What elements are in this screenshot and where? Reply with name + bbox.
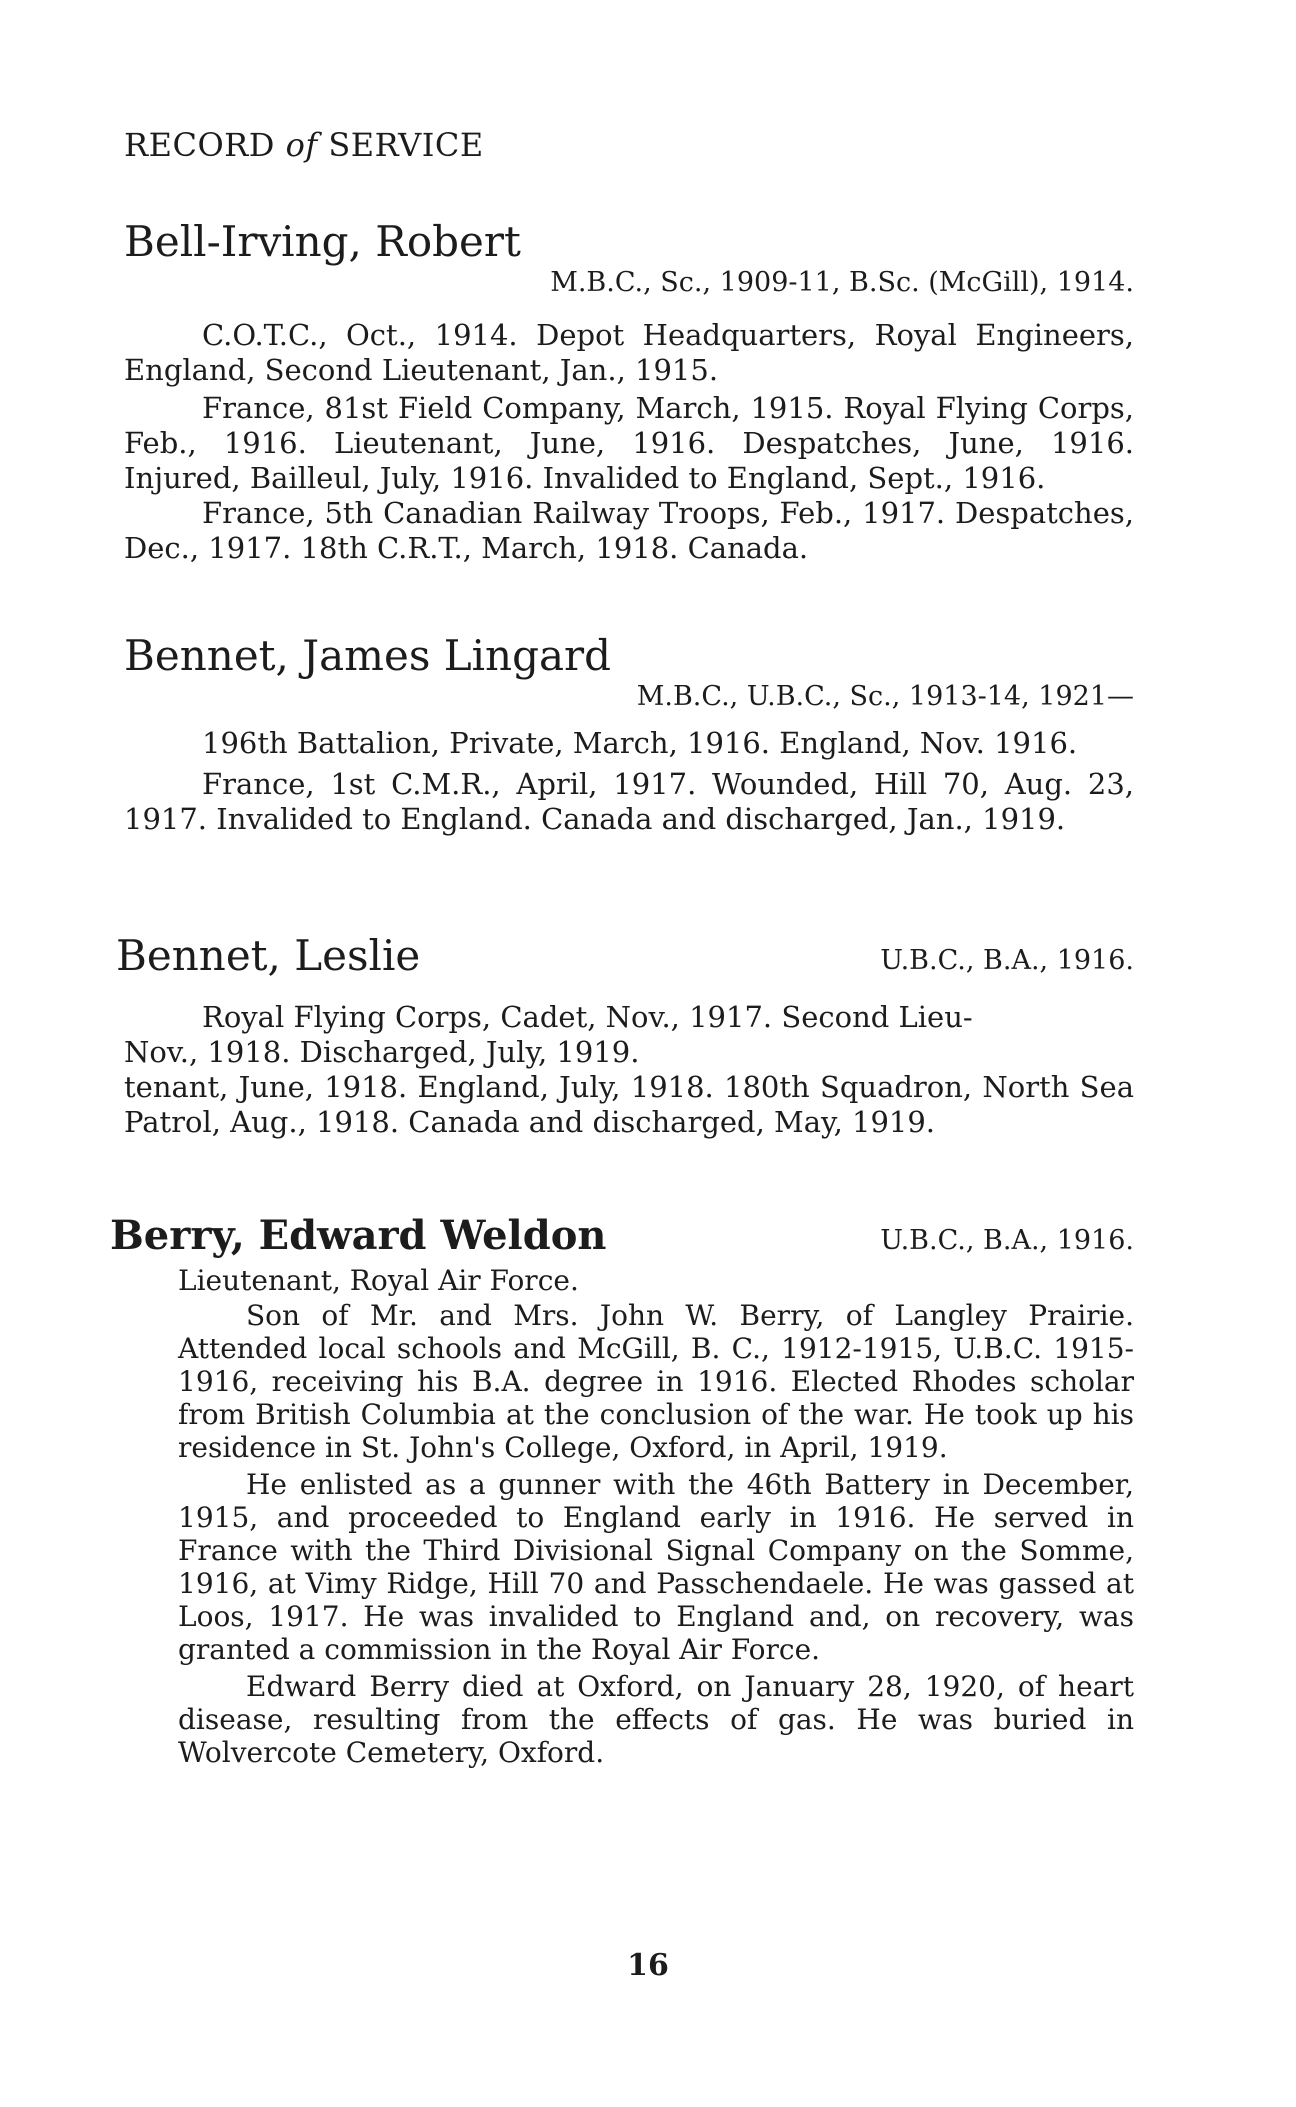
entry-qualifications: M.B.C., Sc., 1909-11, B.Sc. (McGill), 1914. xyxy=(550,267,1134,298)
entry-name: Bennet, Leslie xyxy=(116,931,421,980)
entry-paragraph: tenant, June, 1918. England, July, 1918. 180th Squadron, North Sea Patrol, Aug., 1918. Canada and discharged, May, 1919. xyxy=(124,1070,1134,1139)
entry-qualifications: U.B.C., B.A., 1916. xyxy=(880,945,1134,976)
entry-paragraph: Royal Flying Corps, Cadet, Nov., 1917. Second Lieu- xyxy=(202,1000,973,1034)
running-head-record: RECORD xyxy=(124,126,275,164)
entry-heading-row xyxy=(110,1212,1134,1260)
entry-berry-edward xyxy=(110,1212,1134,1769)
entry-paragraph: C.O.T.C., Oct., 1914. Depot Headquarters, Royal Engineers, England, Second Lieutenant, Jan., 1915. xyxy=(124,318,1134,387)
running-head-service: SERVICE xyxy=(328,126,484,164)
entry-paragraph: He enlisted as a gunner with the 46th Battery in December, 1915, and proceeded to England early in 1916. He served in France with the Third Divisional Signal Company on the Somme, 1916, at Vimy Ridge, Hill 70 and Passchendaele. He was gassed at Loos, 1917. He was invalided to England and, on recovery, was granted a commission in the Royal Air Force. xyxy=(178,1468,1134,1666)
entry-name: Bell-Irving, Robert xyxy=(124,217,521,266)
entry-paragraph: France, 1st C.M.R., April, 1917. Wounded, Hill 70, Aug. 23, 1917. Invalided to England. Canada and discharged, Jan., 1919. xyxy=(124,767,1134,836)
entry-paragraph: Edward Berry died at Oxford, on January 28, 1920, of heart disease, resulting from the effects of gas. He was buried in Wolvercote Cemetery, Oxford. xyxy=(178,1670,1134,1769)
entry-heading-row xyxy=(116,932,1134,980)
entry-paragraph: 196th Battalion, Private, March, 1916. England, Nov. 1916. xyxy=(202,726,1078,760)
running-head-of: of xyxy=(285,126,318,164)
running-head xyxy=(124,126,484,164)
entry-qualifications: U.B.C., B.A., 1916. xyxy=(880,1225,1134,1256)
entry-paragraph: Nov., 1918. Discharged, July, 1919. xyxy=(124,1035,640,1069)
page-number: 16 xyxy=(627,1948,669,1983)
entry-qualifications: M.B.C., U.B.C., Sc., 1913-14, 1921— xyxy=(636,681,1134,712)
entry-name: Bennet, James Lingard xyxy=(124,631,611,680)
entry-paragraph: France, 5th Canadian Railway Troops, Feb., 1917. Despatches, Dec., 1917. 18th C.R.T., March, 1918. Canada. xyxy=(124,496,1134,565)
entry-bennet-leslie xyxy=(116,932,1134,1140)
entry-paragraph: France, 81st Field Company, March, 1915. Royal Flying Corps, Feb., 1916. Lieutenant, June, 1916. Despatches, June, 1916. Injured, Bailleul, July, 1916. Invalided to England, Sept., 1916. xyxy=(124,391,1134,495)
entry-paragraph: Lieutenant, Royal Air Force. xyxy=(178,1264,579,1297)
entry-name: Berry, Edward Weldon xyxy=(110,1212,607,1259)
entry-paragraph: Son of Mr. and Mrs. John W. Berry, of Langley Prairie. Attended local schools and McGill, B. C., 1912-1915, U.B.C. 1915-1916, receiving his B.A. degree in 1916. Elected Rhodes scholar from British Columbia at the conclusion of the war. He took up his residence in St. John's College, Oxford, in April, 1919. xyxy=(178,1299,1134,1464)
entry-bennet-james xyxy=(124,632,1134,837)
entry-bell-irving xyxy=(124,218,1134,566)
